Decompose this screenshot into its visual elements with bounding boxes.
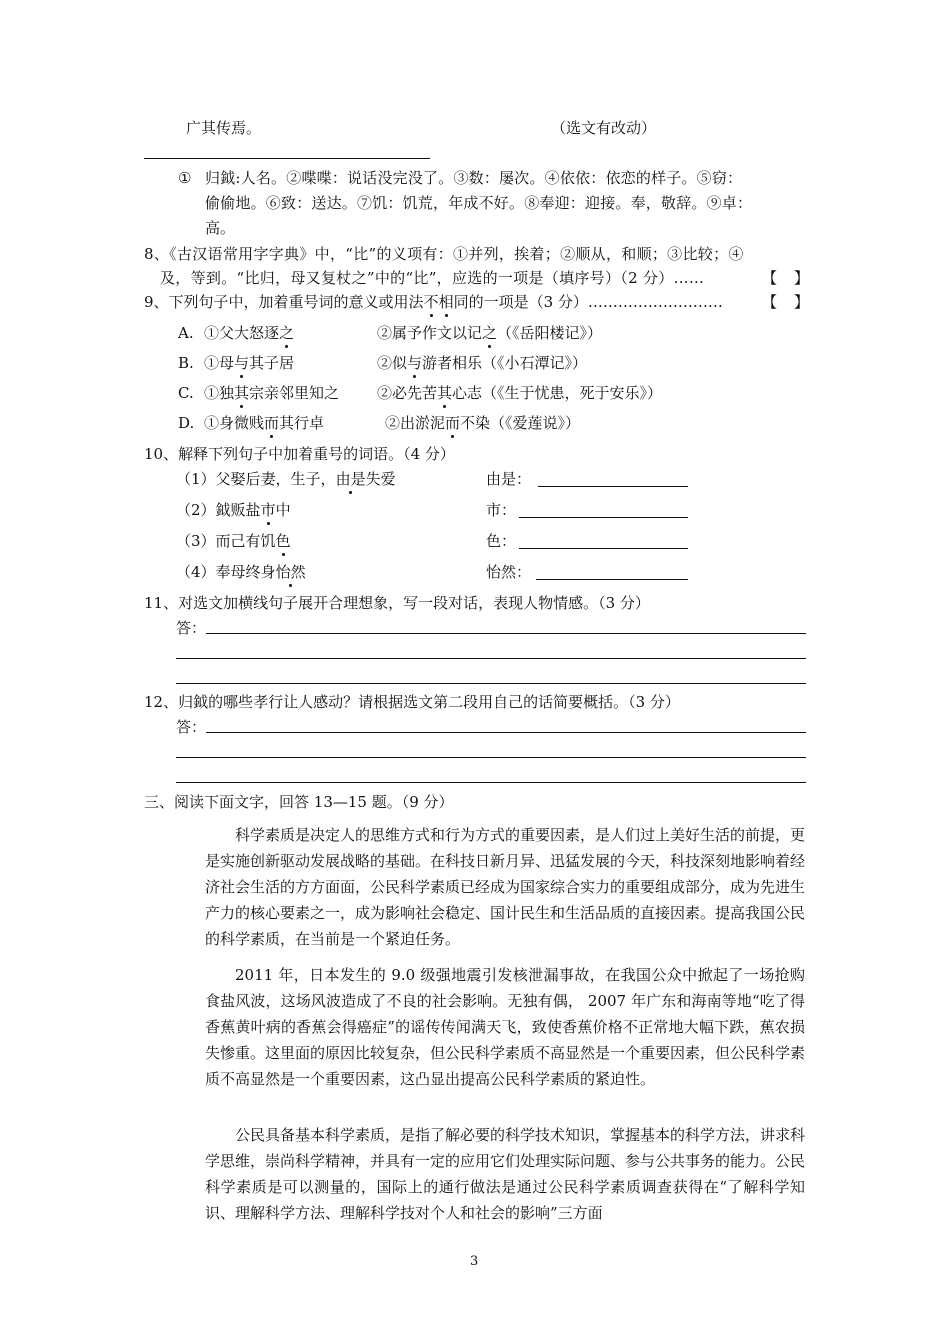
q9-bracket-close: 】 xyxy=(794,293,810,311)
q9-stem-pre: 9、下列句子中，加着重号词的意义或用法 xyxy=(144,293,424,311)
page-number: 3 xyxy=(470,1254,479,1269)
q8-line-1: 8、《古汉语常用字字典》中，“比”的义项有：①并列，挨着；②顺从，和顺；③比较；④ xyxy=(144,245,744,263)
q10-answer-blank-1[interactable] xyxy=(538,486,688,487)
footnote-line-3: 高。 xyxy=(205,219,236,237)
q9-stem xyxy=(144,292,723,312)
footnote-separator xyxy=(144,158,430,159)
option-s1: ①父大怒逐之 xyxy=(204,324,295,342)
q12-answer-line-2[interactable] xyxy=(176,757,806,758)
q10-answer-label-2: 市： xyxy=(486,501,517,519)
q9-option-a-s2: ②属予作文以记之（《岳阳楼记》） xyxy=(377,324,603,342)
q12-answer-label: 答： xyxy=(176,718,207,736)
q8-line-2: 及，等到。“比归，母又复杖之”中的“比”，应选的一项是（填序号）（2 分）…… xyxy=(160,269,705,287)
q8-bracket-close: 】 xyxy=(794,269,810,287)
q9-bracket-open: 【 xyxy=(762,293,778,311)
q9-option-c xyxy=(178,383,339,403)
q9-option-d xyxy=(178,413,324,433)
q8-bracket-open: 【 xyxy=(762,269,778,287)
q10-answer-blank-2[interactable] xyxy=(519,517,688,518)
q9-emphasis-1: 不 xyxy=(423,293,439,311)
text-continued: 广其传焉。 xyxy=(186,119,262,137)
footnote-line-2: 偷偷地。⑥致：送达。⑦饥：饥荒，年成不好。⑧奉迎：迎接。奉，敬辞。⑨卓： xyxy=(205,194,753,212)
option-letter: A. xyxy=(178,324,194,342)
q10-answer-label-4: 怡然： xyxy=(486,563,532,581)
footnote-marker: ① xyxy=(178,169,192,187)
option-s1: ①独其宗亲邻里知之 xyxy=(204,384,340,402)
footnote-line-1: 归鉞:人名。②喋喋：说话没完没了。③数：屡次。④依依：依恋的样子。⑤窃： xyxy=(205,169,743,187)
q9-option-b-s2: ②似与游者相乐（《小石潭记》） xyxy=(377,354,588,372)
source-note: （选文有改动） xyxy=(551,119,657,137)
q10-answer-label-3: 色： xyxy=(486,532,517,550)
q11-answer-line-1[interactable] xyxy=(206,633,806,634)
q11-answer-line-3[interactable] xyxy=(176,683,806,684)
option-letter: D. xyxy=(178,414,195,432)
q9-option-c-s2: ②必先苦其心志（《生于忧患，死于安乐》） xyxy=(377,384,663,402)
q9-option-d-s2: ②出淤泥而不染（《爱莲说》） xyxy=(385,414,581,432)
q12-title: 12、归鉞的哪些孝行让人感动？请根据选文第二段用自己的话简要概括。（3 分） xyxy=(144,693,680,711)
q10-title: 10、解释下列句子中加着重号的词语。（4 分） xyxy=(144,445,455,463)
option-s1: ①母与其子居 xyxy=(204,354,295,372)
option-letter: B. xyxy=(178,354,194,372)
q9-option-b xyxy=(178,353,294,373)
option-letter: C. xyxy=(178,384,194,402)
section3-paragraph-2: 2011 年，日本发生的 9.0 级强地震引发核泄漏事故，在我国公众中掀起了一场抢购食盐风波，这场风波造成了不良的社会影响。无独有偶， 2007 年广东和海南等地“吃了得香蕉黄叶病的香蕉会得癌症”的谣传传闻满天飞，致使香蕉价格不正常地大幅下跌，蕉农损失惨重。这里面的原因比较复杂，但公民科学素质不高显然是一个重要因素，但公民科学素质不高显然是一个重要因素，这凸显出提高公民科学素质的紧迫性。 xyxy=(205,966,806,1088)
q10-item-3: （3）而己有饥色 xyxy=(176,532,291,550)
q12-answer-line-3[interactable] xyxy=(176,782,806,783)
q10-answer-blank-4[interactable] xyxy=(536,579,688,580)
q10-answer-blank-3[interactable] xyxy=(519,548,688,549)
q11-answer-line-2[interactable] xyxy=(176,658,806,659)
q10-item-2: （2）鉞贩盐市中 xyxy=(176,501,291,519)
option-s1: ①身微贱而其行卓 xyxy=(204,414,325,432)
section3-paragraph-1: 科学素质是决定人的思维方式和行为方式的重要因素，是人们过上美好生活的前提，更是实施创新驱动发展战略的基础。在科技日新月异、迅猛发展的今天，科技深刻地影响着经济社会生活的方方面面，公民科学素质已经成为国家综合实力的重要组成部分，成为先进生产力的核心要素之一，成为影响社会稳定、国计民生和生活品质的直接因素。提高我国公民的科学素质，在当前是一个紧迫任务。 xyxy=(205,826,806,948)
q11-answer-label: 答： xyxy=(176,619,207,637)
q9-option-a xyxy=(178,323,294,343)
q9-emphasis-2: 相 xyxy=(438,293,454,311)
section3-paragraph-3: 公民具备基本科学素质，是指了解必要的科学技术知识，掌握基本的科学方法，讲求科学思维，崇尚科学精神，并具有一定的应用它们处理实际问题、参与公共事务的能力。公民科学素质是可以测量的，国际上的通行做法是通过公民科学素质调查获得在“了解科学知识、理解科学方法、理解科学技对个人和社会的影响”三方面 xyxy=(205,1126,806,1222)
q10-item-1: （1）父娶后妻，生子，由是失爱 xyxy=(176,470,396,488)
q9-stem-post: 同的一项是（3 分）……………………… xyxy=(453,293,723,311)
q10-answer-label-1: 由是： xyxy=(486,470,532,488)
q10-item-4: （4）奉母终身怡然 xyxy=(176,563,306,581)
section3-title: 三、阅读下面文字，回答 13—15 题。（9 分） xyxy=(144,793,454,811)
q12-answer-line-1[interactable] xyxy=(206,732,806,733)
q11-title: 11、对选文加横线句子展开合理想象，写一段对话，表现人物情感。（3 分） xyxy=(144,594,650,612)
